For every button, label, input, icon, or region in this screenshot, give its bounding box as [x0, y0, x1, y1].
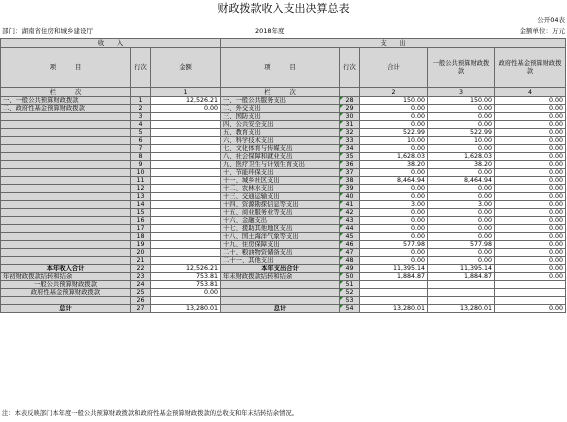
expense-item: 十六、金融支出 [221, 217, 340, 225]
income-item [1, 113, 131, 121]
expense-item: 三、国防支出 [221, 113, 340, 121]
income-item [1, 161, 131, 169]
footnote: 注：本表反映部门本年度一般公共预算财政拨款和政府性基金预算财政拨款的总收支和年末结转结余情况。 [2, 410, 298, 417]
expense-fund-budget: 0.00 [495, 129, 566, 137]
expense-row-number: 30 [340, 113, 360, 121]
expense-general-budget: 0.00 [428, 113, 495, 121]
expense-item: 二、外交支出 [221, 105, 340, 113]
expense-row-number: 36 [340, 161, 360, 169]
income-row-number: 11 [131, 177, 151, 185]
income-item: 一般公共预算财政拨款 [1, 281, 131, 289]
expense-row-number: 52 [340, 289, 360, 297]
department-label: 部门：湖南省住房和城乡建设厅 [2, 27, 93, 35]
expense-total: 0.00 [360, 217, 428, 225]
expense-total [360, 297, 428, 305]
expense-total: 0.00 [360, 257, 428, 265]
income-amount [151, 129, 221, 137]
income-row-number: 15 [131, 209, 151, 217]
expense-item: 十九、住房保障支出 [221, 241, 340, 249]
expense-item [221, 297, 340, 305]
expense-item [221, 281, 340, 289]
table-row [1, 121, 566, 129]
income-row-number: 19 [131, 241, 151, 249]
expense-section-header: 支 出 [221, 39, 566, 48]
expense-row-number: 29 [340, 105, 360, 113]
expense-row-no-header: 行次 [340, 48, 360, 88]
expense-fund-budget: 0.00 [495, 209, 566, 217]
income-row-number: 6 [131, 137, 151, 145]
expense-row-number: 48 [340, 257, 360, 265]
income-row-number: 13 [131, 193, 151, 201]
income-amount [151, 169, 221, 177]
income-item: 一、一般公共预算财政拨款 [1, 97, 131, 105]
expense-total: 11,395.14 [360, 265, 428, 273]
table-row [1, 217, 566, 225]
income-amount [151, 153, 221, 161]
table-row [1, 289, 566, 297]
table-row [1, 129, 566, 137]
expense-fund-budget: 0.00 [495, 249, 566, 257]
income-row-number: 7 [131, 145, 151, 153]
income-amount [151, 297, 221, 305]
income-row-number: 17 [131, 225, 151, 233]
expense-row-number: 49 [340, 265, 360, 273]
income-column-number: 1 [151, 88, 221, 97]
expense-general-budget: 0.00 [428, 249, 495, 257]
income-amount [151, 249, 221, 257]
expense-item: 十五、商业服务业等支出 [221, 209, 340, 217]
unit-label: 金额单位：万元 [519, 27, 565, 35]
expense-item: 四、公共安全支出 [221, 121, 340, 129]
expense-fund-budget: 0.00 [495, 241, 566, 249]
income-item [1, 177, 131, 185]
income-row-number: 3 [131, 113, 151, 121]
income-row-no-header: 行次 [131, 48, 151, 88]
income-amount: 0.00 [151, 289, 221, 297]
expense-row-number: 45 [340, 233, 360, 241]
expense-total: 0.00 [360, 209, 428, 217]
expense-total: 0.00 [360, 121, 428, 129]
expense-general-budget: 1,884.87 [428, 273, 495, 281]
table-row [1, 241, 566, 249]
table-row [1, 153, 566, 161]
expense-fund-budget [495, 281, 566, 289]
expense-fund-budget: 0.00 [495, 257, 566, 265]
expense-row-number: 34 [340, 145, 360, 153]
income-row-number: 2 [131, 105, 151, 113]
income-item: 总计 [1, 305, 131, 313]
expense-fund-budget: 0.00 [495, 121, 566, 129]
income-item [1, 153, 131, 161]
expense-total: 13,280.01 [360, 305, 428, 313]
income-amount: 753.81 [151, 273, 221, 281]
income-item [1, 145, 131, 153]
expense-item: 七、文化体育与传媒支出 [221, 145, 340, 153]
expense-general-budget [428, 281, 495, 289]
expense-row-number: 28 [340, 97, 360, 105]
expense-general-budget: 577.98 [428, 241, 495, 249]
expense-row-number: 43 [340, 217, 360, 225]
expense-total: 0.00 [360, 105, 428, 113]
column-header-row [1, 48, 566, 88]
income-row-number: 5 [131, 129, 151, 137]
income-column-label: 栏 次 [1, 88, 131, 97]
expense-item: 八、社会保障和就业支出 [221, 153, 340, 161]
expense-total: 0.00 [360, 225, 428, 233]
expense-fund-budget: 0.00 [495, 169, 566, 177]
expense-row-number: 46 [340, 241, 360, 249]
section-header-row [1, 39, 566, 48]
income-item [1, 241, 131, 249]
expense-fund-budget: 0.00 [495, 265, 566, 273]
income-amount-header: 金额 [151, 48, 221, 88]
income-amount [151, 241, 221, 249]
form-number: 公开04表 [537, 16, 565, 24]
expense-total: 0.00 [360, 193, 428, 201]
expense-total: 10.00 [360, 137, 428, 145]
expense-total-header: 合计 [360, 48, 428, 88]
expense-fund-budget: 0.00 [495, 193, 566, 201]
expense-fund-budget: 0.00 [495, 161, 566, 169]
expense-general-budget: 1,628.03 [428, 153, 495, 161]
table-row [1, 169, 566, 177]
expense-item: 十七、援助其他地区支出 [221, 225, 340, 233]
table-row [1, 233, 566, 241]
expense-general-budget: 0.00 [428, 209, 495, 217]
table-row [1, 113, 566, 121]
expense-total: 0.00 [360, 233, 428, 241]
income-item [1, 201, 131, 209]
income-item [1, 121, 131, 129]
expense-row-number: 41 [340, 201, 360, 209]
expense-total: 0.00 [360, 145, 428, 153]
expense-fund-budget: 0.00 [495, 217, 566, 225]
expense-fund-budget [495, 297, 566, 305]
blank-cell [340, 88, 360, 97]
expense-total: 8,464.94 [360, 177, 428, 185]
income-row-number: 18 [131, 233, 151, 241]
income-row-number: 14 [131, 201, 151, 209]
income-row-number: 16 [131, 217, 151, 225]
income-amount [151, 177, 221, 185]
expense-item: 二十、粮油物资储备支出 [221, 249, 340, 257]
table-row [1, 281, 566, 289]
expense-general-budget: 0.00 [428, 217, 495, 225]
income-amount [151, 201, 221, 209]
income-amount [151, 137, 221, 145]
table-row [1, 145, 566, 153]
expense-item: 十二、农林水支出 [221, 185, 340, 193]
expense-general-budget: 0.00 [428, 233, 495, 241]
income-item [1, 249, 131, 257]
expense-general-budget: 150.00 [428, 97, 495, 105]
expense-total [360, 281, 428, 289]
table-row [1, 265, 566, 273]
table-row [1, 105, 566, 113]
expense-fund-budget: 0.00 [495, 233, 566, 241]
column-number-row [1, 88, 566, 97]
income-amount [151, 121, 221, 129]
expense-general-budget: 38.20 [428, 161, 495, 169]
expense-item [221, 289, 340, 297]
table-row [1, 297, 566, 305]
expense-row-number: 35 [340, 153, 360, 161]
expense-total: 0.00 [360, 169, 428, 177]
expense-general-budget: 0.00 [428, 225, 495, 233]
income-row-number: 24 [131, 281, 151, 289]
income-item [1, 193, 131, 201]
income-item [1, 257, 131, 265]
expense-fund-budget: 0.00 [495, 185, 566, 193]
income-row-number: 27 [131, 305, 151, 313]
fiscal-year: 2018年度 [255, 27, 285, 35]
expense-general-header: 一般公共预算财政拨款 [428, 48, 495, 88]
expense-total: 0.00 [360, 185, 428, 193]
income-item: 二、政府性基金预算财政拨款 [1, 105, 131, 113]
expense-general-budget: 13,280.01 [428, 305, 495, 313]
expense-general-column-number: 3 [428, 88, 495, 97]
income-amount [151, 225, 221, 233]
income-row-number: 22 [131, 265, 151, 273]
expense-fund-budget: 0.00 [495, 145, 566, 153]
table-row [1, 225, 566, 233]
income-amount: 0.00 [151, 105, 221, 113]
expense-item: 五、教育支出 [221, 129, 340, 137]
expense-row-number: 32 [340, 129, 360, 137]
expense-item: 十三、交通运输支出 [221, 193, 340, 201]
blank-cell [131, 88, 151, 97]
income-amount [151, 193, 221, 201]
expense-general-budget: 10.00 [428, 137, 495, 145]
expense-fund-budget: 0.00 [495, 177, 566, 185]
expense-total: 38.20 [360, 161, 428, 169]
expense-row-number: 53 [340, 297, 360, 305]
expense-row-number: 54 [340, 305, 360, 313]
expense-row-number: 31 [340, 121, 360, 129]
expense-general-budget: 0.00 [428, 257, 495, 265]
expense-total: 522.99 [360, 129, 428, 137]
expense-fund-budget: 0.00 [495, 305, 566, 313]
income-row-number: 25 [131, 289, 151, 297]
expense-fund-budget: 0.00 [495, 153, 566, 161]
expense-general-budget: 0.00 [428, 121, 495, 129]
income-amount: 13,280.01 [151, 305, 221, 313]
expense-row-number: 51 [340, 281, 360, 289]
income-row-number: 10 [131, 169, 151, 177]
expense-general-budget: 522.99 [428, 129, 495, 137]
income-row-number: 21 [131, 257, 151, 265]
expense-general-budget: 0.00 [428, 185, 495, 193]
income-row-number: 1 [131, 97, 151, 105]
expense-fund-column-number: 4 [495, 88, 566, 97]
expense-general-budget: 0.00 [428, 169, 495, 177]
expense-row-number: 50 [340, 273, 360, 281]
fiscal-summary-table [0, 38, 566, 313]
income-amount: 12,526.21 [151, 265, 221, 273]
expense-fund-budget: 0.00 [495, 225, 566, 233]
expense-row-number: 37 [340, 169, 360, 177]
income-row-number: 12 [131, 185, 151, 193]
expense-general-budget [428, 297, 495, 305]
income-row-number: 23 [131, 273, 151, 281]
expense-general-budget: 8,464.94 [428, 177, 495, 185]
expense-row-number: 47 [340, 249, 360, 257]
income-item [1, 297, 131, 305]
expense-total: 577.98 [360, 241, 428, 249]
income-item [1, 137, 131, 145]
income-section-header: 收 入 [1, 39, 221, 48]
expense-total: 0.00 [360, 113, 428, 121]
expense-general-budget: 3.00 [428, 201, 495, 209]
table-row [1, 185, 566, 193]
income-row-number: 4 [131, 121, 151, 129]
expense-general-budget: 11,395.14 [428, 265, 495, 273]
expense-item: 本年支出合计 [221, 265, 340, 273]
expense-item: 九、医疗卫生与计划生育支出 [221, 161, 340, 169]
expense-item: 十、节能环保支出 [221, 169, 340, 177]
expense-item: 十四、资源勘探信息等支出 [221, 201, 340, 209]
income-item [1, 169, 131, 177]
expense-item: 六、科学技术支出 [221, 137, 340, 145]
expense-total: 150.00 [360, 97, 428, 105]
income-item [1, 185, 131, 193]
expense-total-column-number: 2 [360, 88, 428, 97]
income-amount [151, 185, 221, 193]
table-row [1, 305, 566, 313]
income-amount: 12,526.21 [151, 97, 221, 105]
income-amount [151, 209, 221, 217]
income-item [1, 233, 131, 241]
income-amount [151, 113, 221, 121]
expense-fund-budget: 0.00 [495, 137, 566, 145]
income-amount [151, 217, 221, 225]
table-row [1, 249, 566, 257]
income-amount [151, 161, 221, 169]
income-amount [151, 145, 221, 153]
income-item: 年初财政拨款结转和结余 [1, 273, 131, 281]
expense-item-header: 项 目 [221, 48, 340, 88]
expense-general-budget: 0.00 [428, 105, 495, 113]
table-row [1, 193, 566, 201]
table-row [1, 137, 566, 145]
expense-total [360, 289, 428, 297]
expense-row-number: 38 [340, 177, 360, 185]
table-row [1, 161, 566, 169]
income-item: 政府性基金预算财政拨款 [1, 289, 131, 297]
expense-total: 1,884.87 [360, 273, 428, 281]
income-row-number: 9 [131, 161, 151, 169]
income-amount [151, 257, 221, 265]
expense-general-budget [428, 289, 495, 297]
expense-row-number: 42 [340, 209, 360, 217]
income-item: 本年收入合计 [1, 265, 131, 273]
report-title: 财政拨款收入支出决算总表 [217, 2, 350, 15]
expense-row-number: 44 [340, 225, 360, 233]
expense-item: 二十一、其他支出 [221, 257, 340, 265]
expense-item: 十八、国土海洋气象等支出 [221, 233, 340, 241]
expense-row-number: 33 [340, 137, 360, 145]
income-item-header: 项 目 [1, 48, 131, 88]
table-row [1, 201, 566, 209]
income-item [1, 129, 131, 137]
income-row-number: 26 [131, 297, 151, 305]
income-item [1, 225, 131, 233]
expense-total: 1,628.03 [360, 153, 428, 161]
expense-row-number: 40 [340, 193, 360, 201]
income-row-number: 8 [131, 153, 151, 161]
expense-total: 0.00 [360, 249, 428, 257]
expense-general-budget: 0.00 [428, 193, 495, 201]
table-row [1, 97, 566, 105]
table-row [1, 273, 566, 281]
expense-fund-budget: 0.00 [495, 273, 566, 281]
expense-fund-budget: 0.00 [495, 201, 566, 209]
expense-item: 年末财政拨款结转和结余 [221, 273, 340, 281]
expense-fund-budget: 0.00 [495, 105, 566, 113]
expense-item: 十一、城乡社区支出 [221, 177, 340, 185]
income-amount: 753.81 [151, 281, 221, 289]
expense-total: 3.00 [360, 201, 428, 209]
table-row [1, 177, 566, 185]
table-row [1, 209, 566, 217]
expense-column-label: 栏 次 [221, 88, 340, 97]
income-amount [151, 233, 221, 241]
expense-fund-header: 政府性基金预算财政拨款 [495, 48, 566, 88]
expense-item: 一、一般公共服务支出 [221, 97, 340, 105]
expense-fund-budget [495, 289, 566, 297]
income-item [1, 209, 131, 217]
expense-item: 总计 [221, 305, 340, 313]
income-row-number: 20 [131, 249, 151, 257]
expense-fund-budget: 0.00 [495, 113, 566, 121]
expense-row-number: 39 [340, 185, 360, 193]
expense-general-budget: 0.00 [428, 145, 495, 153]
table-row [1, 257, 566, 265]
expense-fund-budget: 0.00 [495, 97, 566, 105]
income-item [1, 217, 131, 225]
